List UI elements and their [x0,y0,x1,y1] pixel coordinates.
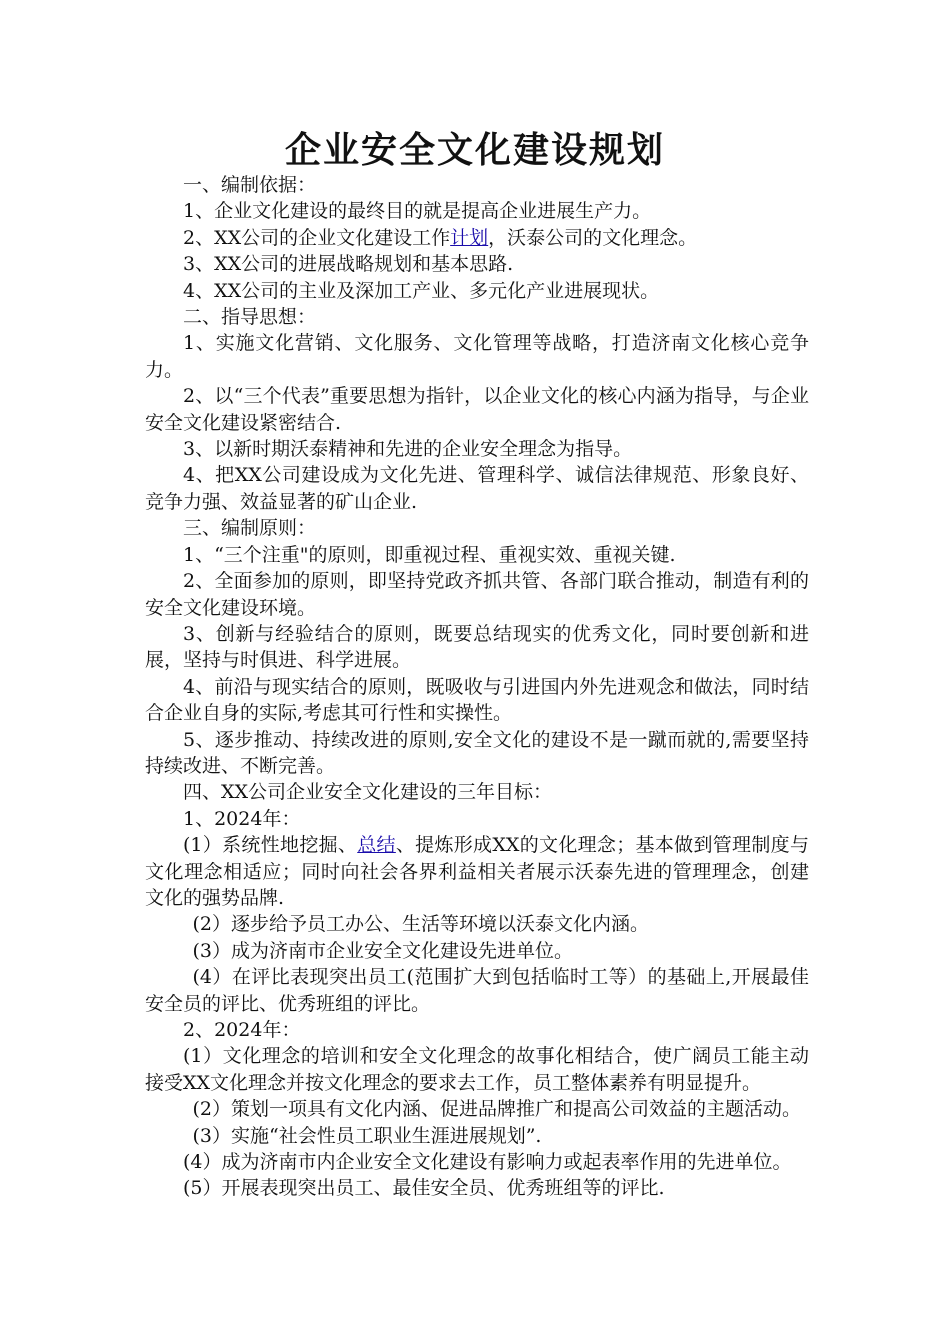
paragraph-p22 [145,964,809,1017]
paragraph-p06 [145,304,809,330]
paragraph-text: 4、把XX公司建设成为文化先进、管理科学、诚信法律规范、形象良好、竞争力强、效益显著的矿山企业. [145,464,809,513]
paragraph-p24 [145,1043,809,1096]
paragraph-text: 3、以新时期沃泰精神和先进的企业安全理念为指导。 [183,438,633,461]
paragraph-p08 [145,383,809,436]
paragraph-p19 [145,832,809,911]
paragraph-p28 [145,1175,809,1201]
paragraph-text: 2、全面参加的原则，即坚持党政齐抓共管、各部门联合推动，制造有利的安全文化建设环境。 [145,570,809,619]
paragraph-p17 [145,779,809,805]
paragraph-text: 4、前沿与现实结合的原则，既吸收与引进国内外先进观念和做法，同时结合企业自身的实际,考虑其可行性和实操性。 [145,675,809,725]
paragraph-text: 一、编制依据： [183,174,317,196]
paragraph-p04 [145,251,809,277]
paragraph-text: ，沃泰公司的文化理念。 [488,226,698,249]
paragraph-p16 [145,727,809,780]
paragraph-p15 [145,674,809,727]
paragraph-p01 [145,172,809,198]
paragraph-text: 3、创新与经验结合的原则，既要总结现实的优秀文化，同时要创新和进展，坚持与时俱进、科学进展。 [145,622,809,672]
paragraph-p10 [145,462,809,515]
paragraph-p09 [145,436,809,462]
paragraph-p27 [145,1149,809,1175]
document-title: 企业安全文化建设规划 [284,129,665,171]
document-body [145,172,809,1202]
paragraph-text: (3）成为济南市企业安全文化建设先进单位。 [192,939,574,962]
paragraph-text: 1、实施文化营销、文化服务、文化管理等战略，打造济南文化核心竞争力。 [145,332,809,381]
paragraph-p25 [145,1096,809,1122]
paragraph-p20 [145,911,809,937]
paragraph-text: 5、逐步推动、持续改进的原则,安全文化的建设不是一蹴而就的,需要坚持持续改进、不断完善。 [145,728,809,777]
paragraph-text: (4）在评比表现突出员工(范围扩大到包括临时工等）的基础上,开展最佳安全员的评比、优秀班组的评比。 [145,966,809,1015]
paragraph-text: 4、XX公司的主业及深加工产业、多元化产业进展现状。 [183,279,660,302]
paragraph-text: (2）策划一项具有文化内涵、促进品牌推广和提高公司效益的主题活动。 [192,1098,802,1121]
paragraph-text: (2）逐步给予员工办公、生活等环境以沃泰文化内涵。 [192,913,650,936]
paragraph-text: (5）开展表现突出员工、最佳安全员、优秀班组等的评比. [183,1177,665,1200]
paragraph-text: (1）文化理念的培训和安全文化理念的故事化相结合，使广阔员工能主动接受XX文化理念并按文化理念的要求去工作，员工整体素养有明显提升。 [145,1045,809,1094]
paragraph-text: 2、以“三个代表”重要思想为指针，以企业文化的核心内涵为指导，与企业安全文化建设紧密结合. [145,385,809,434]
paragraph-p07 [145,330,809,383]
paragraph-text: (4）成为济南市内企业安全文化建设有影响力或起表率作用的先进单位。 [183,1151,792,1174]
paragraph-text: 二、指导思想： [183,306,317,329]
paragraph-p21 [145,938,809,964]
paragraph-p05 [145,278,809,304]
paragraph-text: 2、XX公司的企业文化建设工作 [183,226,451,249]
paragraph-p03 [145,225,809,251]
paragraph-p14 [145,621,809,674]
paragraph-text: 1、2024年： [183,807,301,830]
paragraph-p12 [145,542,809,568]
paragraph-text: 三、编制原则： [183,517,317,540]
paragraph-text: 3、XX公司的进展战略规划和基本思路. [183,253,514,276]
paragraph-text: 1、“三个注重"的原则，即重视过程、重视实效、重视关键. [183,543,676,566]
hyperlink[interactable]: 计划 [450,226,489,249]
hyperlink[interactable]: 总结 [357,834,396,857]
paragraph-text: (1）系统性地挖掘、 [183,834,358,857]
paragraph-text: 2、2024年： [183,1019,301,1041]
paragraph-text: 1、企业文化建设的最终目的就是提高企业进展生产力。 [183,200,652,223]
paragraph-p26 [145,1123,809,1149]
paragraph-text: 、提炼形成XX的文化理念；基本做到管理制度与文化理念相适应；同时向社会各界利益相关者展示沃泰先进的管理理念，创建文化的强势品牌. [145,834,809,909]
paragraph-p11 [145,515,809,541]
paragraph-text: (3）实施“社会性员工职业生涯进展规划”. [192,1124,542,1147]
paragraph-p23 [145,1017,809,1043]
paragraph-p02 [145,198,809,224]
paragraph-text: 四、XX公司企业安全文化建设的三年目标： [183,781,553,804]
paragraph-p18 [145,806,809,832]
paragraph-p13 [145,568,809,621]
